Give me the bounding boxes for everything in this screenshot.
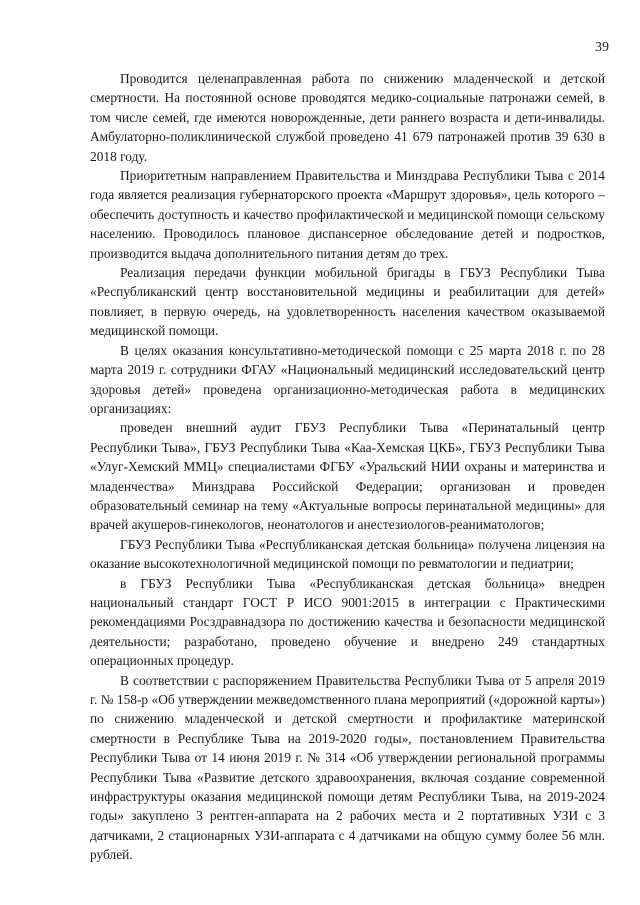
page-number: 39 bbox=[595, 40, 609, 55]
paragraph-license: ГБУЗ Республики Тыва «Республиканская детская больница» получена лицензия на оказание высокотехнологичной медицинской помощи по ревматологии и педиатрии; bbox=[90, 536, 605, 572]
paragraph-iso-standard: в ГБУЗ Республики Тыва «Республиканская детская больница» внедрен национальный стандарт ГОСТ Р ИСО 9001:2015 в интеграции с Практическими рекомендациями Росздравнадзора по достижению качества и безопасности медицинской деятельности; разработано, проведено обучение и внедрено 249 стандартных операционных процедур. bbox=[90, 575, 605, 669]
paragraph-infant-mortality: Проводится целенаправленная работа по снижению младенческой и детской смертности. На постоянной основе проводятся медико-социальные патронажи семей, в том числе семей, где имеются новорожденные, дети раннего возраста и дети-инвалиды. Амбулаторно-поликлинической службой проведено 41 679 патронажей против 39 630 в 2018 году. bbox=[90, 71, 605, 164]
paragraph-external-audit: проведен внешний аудит ГБУЗ Республики Тыва «Перинатальный центр Республики Тыва», ГБУЗ Республики Тыва «Каа-Хемская ЦКБ», ГБУЗ Республики Тыва «Улуг-Хемский ММЦ» специалистами ФГБУ «Уральский НИИ охраны и материнства и младенчества» Минздрава Российской Федерации; организован и проведен образовательный семинар на тему «Актуальные вопросы перинатальной медицины» для врачей акушеров-гинекологов, неонатологов и анестезиологов-реаниматологов; bbox=[90, 420, 605, 533]
paragraph-methodical-assistance: В целях оказания консультативно-методической помощи с 25 марта 2018 г. по 28 марта 2019 г. сотрудники ФГАУ «Национальный медицинский исследовательский центр здоровья детей» проведена организационно-методическая работа в медицинских организациях: bbox=[90, 342, 605, 416]
paragraph-equipment-purchase: В соответствии с распоряжением Правительства Республики Тыва от 5 апреля 2019 г. № 158-р «Об утверждении межведомственного плана мероприятий («дорожной карты») по снижению младенческой и детской смертности и профилактике материнской смертности в Республике Тыва на 2019-2020 годы», постановлением Правительства Республики Тыва от 14 июня 2019 г. № 314 «Об утверждении региональной программы Республики Тыва «Развитие детского здравоохранения, включая создание современной инфраструктуры оказания медицинской помощи детям Республики Тыва, на 2019-2024 годы» закуплено 3 рентген-аппарата на 2 рабочих места и 2 портативных УЗИ с 3 датчиками, 2 стационарных УЗИ-аппарата с 4 датчиками на общую сумму более 56 млн. рублей. bbox=[90, 672, 605, 863]
paragraph-mobile-brigade: Реализация передачи функции мобильной бригады в ГБУЗ Республики Тыва «Республиканский центр восстановительной медицины и реабилитации для детей» повлияет, в первую очередь, на удовлетворенность населения качеством оказываемой медицинской помощи. bbox=[90, 265, 605, 339]
body-text bbox=[90, 69, 605, 865]
paragraph-health-route-project: Приоритетным направлением Правительства и Минздрава Республики Тыва с 2014 года является реализация губернаторского проекта «Маршрут здоровья», цель которого – обеспечить доступность и качество профилактической и медицинской помощи сельскому населению. Проводилось плановое диспансерное обследование детей и подростков, производится выдача дополнительного питания детям до трех. bbox=[90, 168, 605, 261]
